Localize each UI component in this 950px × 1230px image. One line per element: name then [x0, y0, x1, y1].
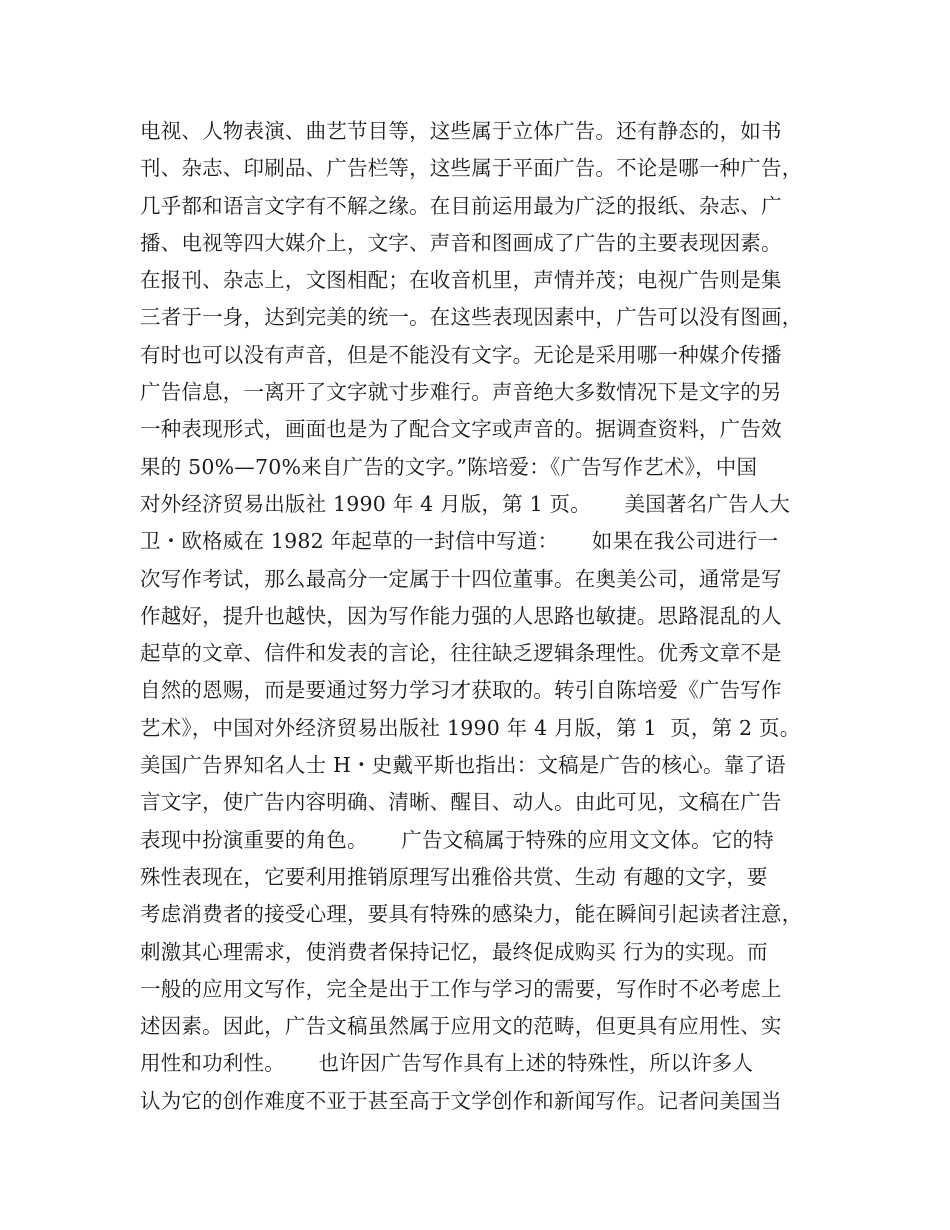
text-line: 果的 50%—70%来自广告的文字。”陈培爱：《广告写作艺术》，中国 [140, 454, 758, 479]
text-line: 用性和功利性。 也许因广告写作具有上述的特殊性，所以许多人 [140, 1051, 754, 1076]
text-line: 一种表现形式，画面也是为了配合文字或声音的。据调查资料，广告效 [140, 417, 782, 442]
text-line: 播、电视等四大媒介上，文字、声音和图画成了广告的主要表现因素。 [140, 230, 782, 255]
text-line: 作越好，提升也越快，因为写作能力强的人思路也敏捷。思路混乱的人 [140, 603, 782, 628]
text-line: 殊性表现在，它要利用推销原理写出雅俗共赏、生动 有趣的文字，要 [140, 864, 768, 889]
text-line: 自然的恩赐，而是要通过努力学习才获取的。转引自陈培爱《广告写作 [140, 678, 782, 703]
text-line: 在报刊、杂志上，文图相配；在收音机里，声情并茂；电视广告则是集 [140, 268, 782, 293]
text-line: 艺术》，中国对外经济贸易出版社 1990 年 4 月版，第 1 页，第 2 页。 [140, 715, 801, 740]
text-line: 卫・欧格威在 1982 年起草的一封信中写道： 如果在我公司进行一 [140, 529, 779, 554]
text-line: 有时也可以没有声音，但是不能没有文字。无论是采用哪一种媒介传播 [140, 342, 782, 367]
text-line: 刺激其心理需求，使消费者保持记忆，最终促成购买 行为的实现。而 [140, 939, 768, 964]
text-line: 次写作考试，那么最高分一定属于十四位董事。在奥美公司，通常是写 [140, 566, 782, 591]
text-line: 起草的文章、信件和发表的言论，往往缺乏逻辑条理性。优秀文章不是 [140, 641, 782, 666]
text-line: 一般的应用文写作，完全是出于工作与学习的需要，写作时不必考虑上 [140, 976, 782, 1001]
text-line: 三者于一身，达到完美的统一。在这些表现因素中，广告可以没有图画， [140, 305, 803, 330]
text-line: 对外经济贸易出版社 1990 年 4 月版，第 1 页。 美国著名广告人大 [140, 491, 791, 516]
text-line: 电视、人物表演、曲艺节目等，这些属于立体广告。还有静态的，如书 [140, 119, 782, 143]
text-line: 几乎都和语言文字有不解之缘。在目前运用最为广泛的报纸、杂志、广 [140, 193, 782, 218]
text-line: 美国广告界知名人士 H・史戴平斯也指出：文稿是广告的核心。靠了语 [140, 753, 786, 778]
text-line: 述因素。因此，广告文稿虽然属于应用文的范畴，但更具有应用性、实 [140, 1014, 782, 1039]
text-line: 言文字，使广告内容明确、清晰、醒目、动人。由此可见，文稿在广告 [140, 790, 782, 815]
text-line: 认为它的创作难度不亚于甚至高于文学创作和新闻写作。记者问美国当 [140, 1088, 782, 1113]
text-line: 刊、杂志、印刷品、广告栏等，这些属于平面广告。不论是哪一种广告， [140, 156, 803, 181]
text-line: 表现中扮演重要的角色。 广告文稿属于特殊的应用文文体。它的特 [140, 827, 774, 852]
body-text [140, 113, 830, 1120]
text-line: 考虑消费者的接受心理，要具有特殊的感染力，能在瞬间引起读者注意， [140, 902, 803, 927]
text-line: 广告信息，一离开了文字就寸步难行。声音绝大多数情况下是文字的另 [140, 380, 782, 405]
